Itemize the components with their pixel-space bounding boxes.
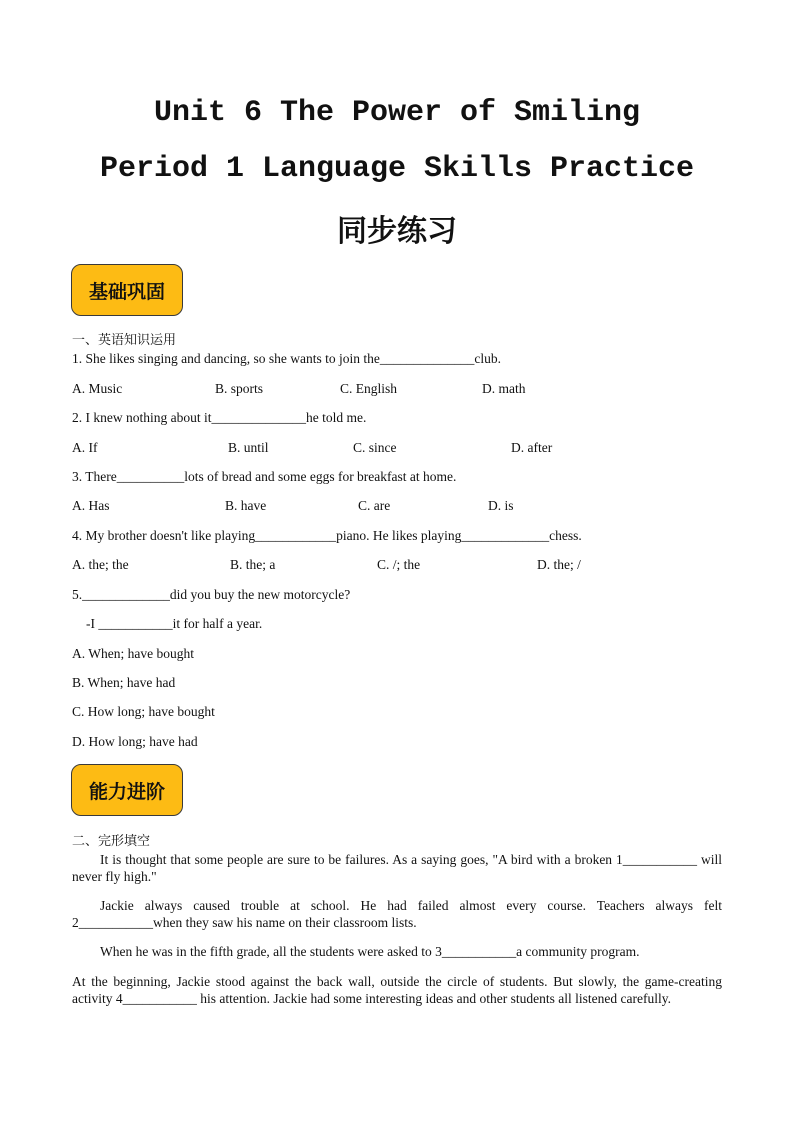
- section-badge-advanced: 能力进阶: [71, 764, 183, 816]
- question-5-option-c: C. How long; have bought: [72, 704, 215, 719]
- option-b: B. sports: [215, 381, 264, 396]
- option-b: B. until: [228, 440, 269, 455]
- question-5-reply: -I ___________it for half a year.: [86, 616, 263, 631]
- question-3-options: [72, 498, 722, 514]
- question-1-stem: 1. She likes singing and dancing, so she wants to join the______________club.: [72, 351, 501, 366]
- option-c: C. /; the: [377, 557, 421, 572]
- section-heading-cloze: 二、完形填空: [72, 834, 151, 849]
- option-a: A. If: [72, 440, 98, 455]
- question-5-option-a: A. When; have bought: [72, 646, 194, 661]
- option-b: B. the; a: [230, 557, 276, 572]
- option-a: A. the; the: [72, 557, 129, 572]
- option-d: D. after: [511, 440, 553, 455]
- page-title-line-2: Period 1 Language Skills Practice: [99, 152, 695, 186]
- option-b: B. have: [225, 498, 267, 513]
- page-title-line-3: 同步练习: [337, 214, 457, 249]
- section-heading-knowledge: 一、英语知识运用: [72, 333, 177, 348]
- question-3-stem: 3. There__________lots of bread and some eggs for breakfast at home.: [72, 469, 457, 484]
- option-c: C. English: [340, 381, 398, 396]
- option-c: C. are: [358, 498, 391, 513]
- option-c: C. since: [353, 440, 397, 455]
- cloze-paragraph-3: When he was in the fifth grade, all the students were asked to 3___________a community program.: [100, 944, 640, 959]
- option-a: A. Has: [72, 498, 110, 513]
- cloze-paragraph-4: At the beginning, Jackie stood against the back wall, outside the circle of students. But slowly, the game-creating activity 4___________ his attention. Jackie had some interesting ideas and other students all listened carefully.: [72, 974, 722, 1006]
- option-d: D. math: [482, 381, 526, 396]
- question-2-stem: 2. I knew nothing about it______________he told me.: [72, 410, 367, 425]
- question-5-option-d: D. How long; have had: [72, 734, 198, 749]
- question-1-options: [72, 381, 722, 397]
- question-5-stem: 5._____________did you buy the new motorcycle?: [72, 587, 351, 602]
- section-badge-basics: 基础巩固: [71, 264, 183, 316]
- cloze-paragraph-1: It is thought that some people are sure to be failures. As a saying goes, "A bird with a broken 1___________ will never fly high.": [72, 852, 722, 884]
- question-4-stem: 4. My brother doesn't like playing____________piano. He likes playing_____________chess.: [72, 528, 582, 543]
- question-2-options: [72, 440, 722, 456]
- question-4-options: [72, 557, 722, 573]
- page-title-line-1: Unit 6 The Power of Smiling: [153, 96, 641, 130]
- option-d: D. is: [488, 498, 514, 513]
- option-d: D. the; /: [537, 557, 581, 572]
- option-a: A. Music: [72, 381, 123, 396]
- question-5-option-b: B. When; have had: [72, 675, 176, 690]
- cloze-paragraph-2: Jackie always caused trouble at school. He had failed almost every course. Teachers always felt 2___________when they saw his name on their classroom lists.: [72, 898, 722, 930]
